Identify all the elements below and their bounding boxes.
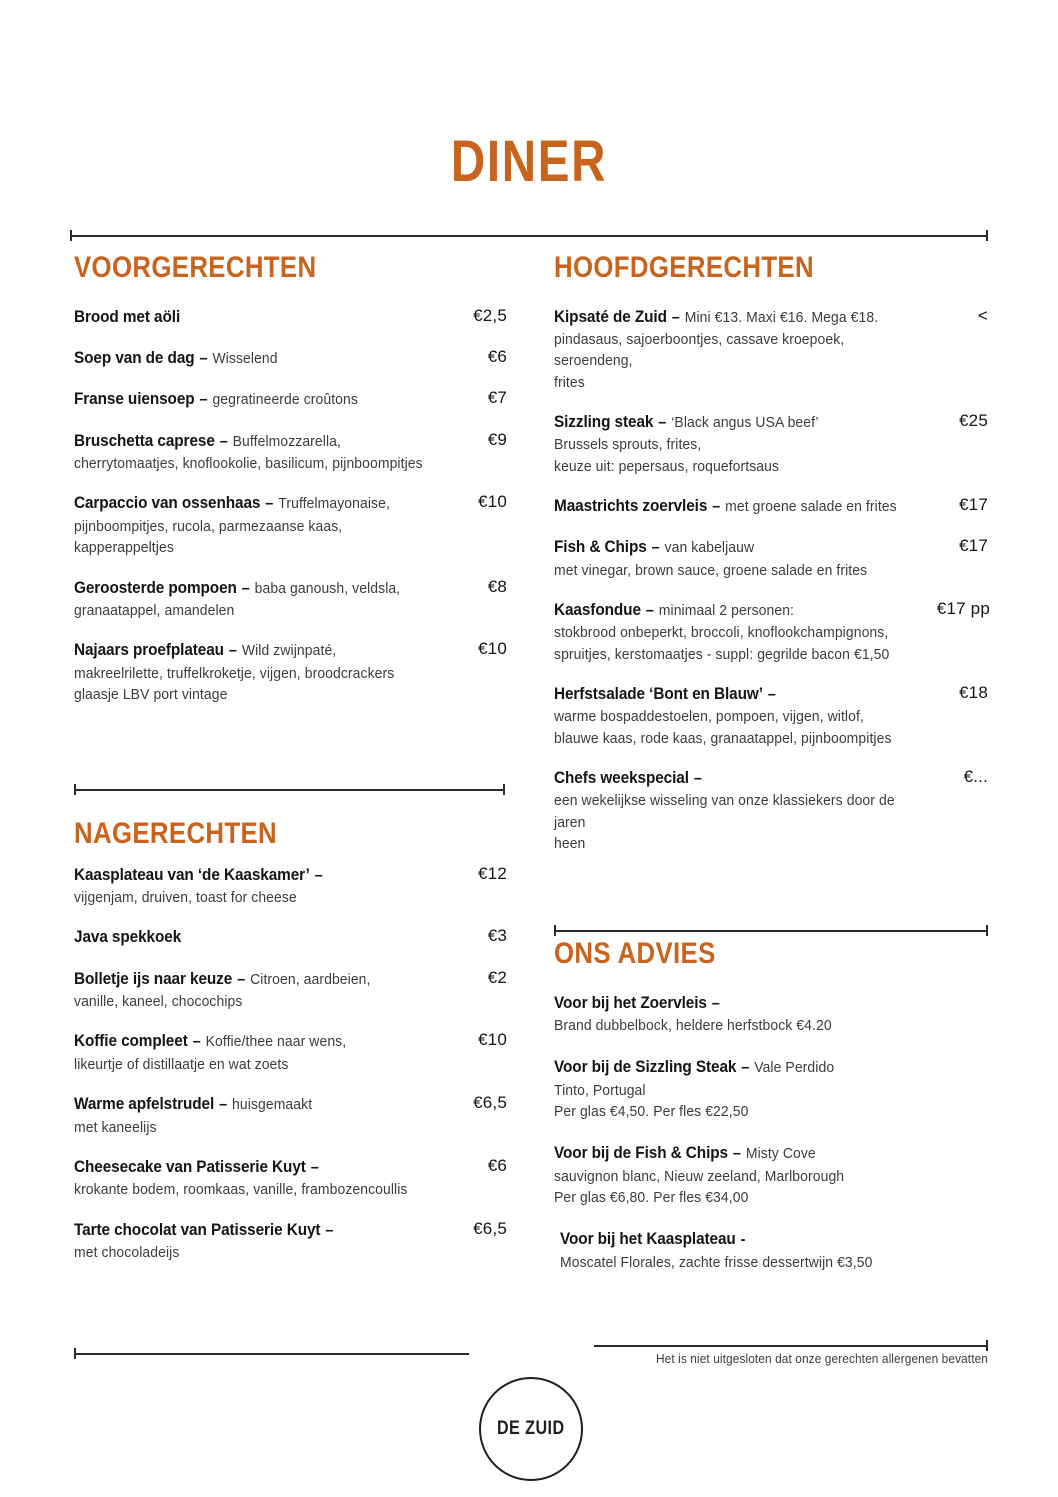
menu-item [554,536,988,581]
menu-item-subtext: blauwe kaas, rode kaas, granaatappel, pijnboompitjes [554,729,892,747]
menu-item-name: Carpaccio van ossenhaas [74,494,261,513]
menu-item-price: €6,5 [473,1218,507,1238]
menu-item-subtext: Brussels sprouts, frites, [554,436,702,454]
menu-item-subtext: heen [554,835,586,853]
menu-item-price: €7 [487,388,507,408]
column-left-desserts [74,818,507,1263]
menu-item-headline [74,1156,429,1179]
menu-item [74,968,507,1013]
menu-item-subtext: pijnboompitjes, rucola, parmezaanse kaas, kapperappeltjes [74,517,343,557]
menu-item-name: Sizzling steak [554,412,654,431]
menu-item-name: Voor bij de Sizzling Steak [554,1058,737,1077]
menu-item-dash: – [224,642,241,660]
menu-item-subtext: Per glas €6,80. Per fles €34,00 [554,1188,749,1206]
menu-item-description: met groene salade en frites [725,497,897,515]
menu-item [74,1219,507,1264]
mains-list [554,306,988,855]
menu-item-price: €10 [478,639,507,659]
menu-item-headline [74,968,429,991]
menu-item-price: < [977,305,988,325]
page-title: DINER [450,129,608,194]
menu-item-dash: – [310,866,323,884]
menu-item-headline [74,492,429,515]
menu-item [74,306,507,329]
menu-item-price: €6 [487,346,507,366]
menu-item [554,599,988,665]
menu-item-name: Kaasfondue [554,600,641,619]
divider-bar [594,1345,988,1347]
menu-item-price: €17 [959,494,988,514]
menu-item-subtext: met vinegar, brown sauce, groene salade en frites [554,561,868,579]
menu-item-headline [554,536,910,559]
menu-item-dash: – [195,391,212,409]
menu-item [74,430,507,475]
menu-item [554,411,988,477]
menu-item-dash: – [689,770,702,787]
menu-item-price: €6,5 [473,1093,507,1113]
menu-item-description: minimaal 2 personen: [658,601,795,619]
menu-item-subtext: stokbrood onbeperkt, broccoli, knoflookchampignons, [554,624,889,642]
menu-item [554,683,988,749]
divider-bar [74,789,505,791]
menu-item-dash: – [195,349,212,367]
menu-item-price: €10 [478,1030,507,1050]
menu-item-name: Fish & Chips [554,538,647,557]
menu-item-name: Bolletje ijs naar keuze [74,969,233,988]
menu-item-headline [74,1219,429,1242]
advice-list [554,992,988,1273]
menu-item-name: Najaars proefplateau [74,641,224,660]
menu-item-headline [74,347,429,370]
menu-item-headline [554,992,988,1015]
menu-item-dash: – [233,970,250,988]
divider-footer-right [594,1340,988,1351]
menu-item-headline [74,577,429,600]
menu-item-description: Citroen, aardbeien, [250,970,371,988]
menu-item-description: Koffie/thee naar wens, [205,1033,347,1051]
menu-item [74,492,507,558]
menu-item-price: €17 [959,536,988,556]
menu-item-headline [554,683,910,706]
menu-item-subtext: met kaneelijs [74,1118,157,1136]
menu-item-dash: - [736,1231,746,1249]
menu-item-subtext: Per glas €4,50. Per fles €22,50 [554,1102,749,1120]
menu-item-subtext: granaatappel, amandelen [74,601,235,619]
menu-item-dash: – [237,579,254,597]
menu-item-price: €2,5 [473,305,507,325]
menu-item [74,1093,507,1138]
menu-item-subtext: keuze uit: pepersaus, roquefortsaus [554,457,780,475]
menu-item-name: Voor bij het Kaasplateau [560,1230,736,1249]
menu-item-description: Truffelmayonaise, [278,495,390,513]
menu-item-headline [554,599,910,622]
menu-item [554,495,988,518]
advice-item [554,1142,988,1208]
menu-item-description: Misty Cove [745,1145,816,1163]
menu-item-description: huisgemaakt [232,1096,313,1114]
menu-item-subtext: frites [554,373,585,391]
desserts-list [74,864,507,1264]
menu-item-name: Warme apfelstrudel [74,1095,215,1114]
section-heading-desserts: NAGERECHTEN [74,817,278,850]
menu-item-dash: – [261,495,278,513]
menu-item-headline [74,388,429,411]
divider-bar [70,235,988,237]
menu-item-headline [554,495,910,518]
menu-item-name: Voor bij de Fish & Chips [554,1144,728,1163]
menu-item [74,388,507,411]
logo-text: DE ZUID [497,1418,565,1439]
menu-item-name: Bruschetta caprese [74,431,215,450]
menu-item-price: €8 [487,576,507,596]
menu-item-subtext: makreelrilette, truffelkroketje, vijgen, broodcrackers [74,664,395,682]
divider-right-middle [554,925,988,936]
menu-item-name: Soep van de dag [74,348,195,367]
menu-item-price: €17 pp [936,598,990,618]
menu-item-description: Buffelmozzarella, [232,432,341,450]
menu-item-price: €... [963,767,988,786]
menu-item-headline [560,1228,988,1251]
menu-item-name: Franse uiensoep [74,390,195,409]
divider-tick-right [986,1340,988,1351]
menu-item-headline [554,306,910,329]
menu-item [74,347,507,370]
menu-item-name: Maastrichts zoervleis [554,496,708,515]
menu-item-name: Kaasplateau van ‘de Kaaskamer’ [74,865,310,884]
divider-tick-right [503,784,505,795]
menu-item [74,1156,507,1201]
advice-item [554,1056,988,1122]
starters-list [74,306,507,706]
menu-item-headline [74,639,429,662]
menu-item-name: Brood met aöli [74,307,181,326]
menu-item-description: Mini €13. Maxi €16. Mega €18. [684,308,879,326]
menu-item-price: €10 [478,492,507,512]
menu-item-dash: – [708,497,725,515]
menu-item-headline [554,1142,988,1165]
menu-item [74,639,507,705]
allergen-note: Het is niet uitgesloten dat onze gerechten allergenen bevatten [655,1352,988,1366]
menu-item-description: baba ganoush, veldsla, [254,579,401,597]
menu-item-subtext: Brand dubbelbock, heldere herfstbock €4.20 [554,1016,832,1034]
menu-item-subtext: krokante bodem, roomkaas, vanille, frambozencoullis [74,1181,408,1199]
menu-item-name: Tarte chocolat van Patisserie Kuyt [74,1220,321,1239]
menu-item [74,864,507,909]
menu-item-subtext: vijgenjam, druiven, toast for cheese [74,888,297,906]
menu-item-price: €2 [487,967,507,987]
divider-top [70,230,988,241]
menu-item-price: €3 [487,926,507,946]
menu-item-subtext: spruitjes, kerstomaatjes - suppl: gegrilde bacon €1,50 [554,645,890,663]
menu-item-headline [554,1056,988,1079]
section-heading-starters: VOORGERECHTEN [74,251,317,284]
divider-left-middle [74,784,505,795]
menu-item-headline [74,430,429,453]
menu-item-headline [74,1093,429,1116]
menu-item-subtext: warme bospaddestoelen, pompoen, vijgen, witlof, [554,708,864,726]
section-heading-advice: ONS ADVIES [554,937,716,970]
menu-item-subtext: Tinto, Portugal [554,1081,646,1099]
advice-item [554,992,988,1037]
menu-item [74,1030,507,1075]
menu-item-subtext: Moscatel Florales, zachte frisse dessertwijn €3,50 [560,1253,873,1271]
menu-item-subtext: pindasaus, sajoerboontjes, cassave kroepoek, seroendeng, [554,330,845,370]
column-right-advice [554,938,988,1273]
menu-item-subtext: met chocoladeijs [74,1243,180,1261]
column-left [74,252,507,705]
menu-item-headline [74,864,429,887]
menu-item-price: €25 [959,410,988,430]
menu-item-dash: – [215,432,232,450]
menu-item [74,577,507,622]
menu-item-name: Geroosterde pompoen [74,578,237,597]
menu-item-subtext: glaasje LBV port vintage [74,685,228,703]
menu-item-name: Voor bij het Zoervleis [554,993,707,1012]
menu-item-subtext: een wekelijkse wisseling van onze klassiekers door de jaren [554,792,895,831]
logo-badge [479,1377,583,1481]
menu-item-price: €6 [487,1155,507,1175]
menu-item-dash: – [667,308,684,326]
menu-item [554,767,988,854]
menu-item-subtext: sauvignon blanc, Nieuw zeeland, Marlborough [554,1167,845,1185]
column-right [554,252,988,854]
menu-item-headline [74,926,429,949]
menu-item-headline [554,411,910,434]
divider-footer-left [74,1348,469,1359]
divider-tick-right [986,925,988,936]
menu-item-headline [554,767,910,790]
menu-item-dash: – [737,1059,754,1077]
menu-item-dash: – [321,1221,334,1239]
menu-item-dash: – [654,413,671,431]
menu-item-price: €18 [959,682,988,702]
menu-item-name: Koffie compleet [74,1032,188,1051]
divider-bar [554,930,988,932]
menu-item-dash: – [707,994,720,1012]
menu-item-name: Cheesecake van Patisserie Kuyt [74,1157,306,1176]
menu-item-subtext: cherrytomaatjes, knoflookolie, basilicum, pijnboompitjes [74,455,423,473]
menu-item-price: €12 [478,863,507,883]
menu-item-name: Herfstsalade ‘Bont en Blauw’ [554,684,763,703]
menu-item-dash: – [306,1158,319,1176]
menu-item-name: Java spekkoek [74,928,182,947]
menu-item-headline [74,306,429,329]
menu-item-description: Wild zwijnpaté, [241,642,337,660]
menu-item-dash: – [647,539,664,557]
menu-item-headline [74,1030,429,1053]
menu-item-description: Vale Perdido [754,1059,835,1077]
menu-item-name: Chefs weekspecial [554,769,689,787]
menu-item [74,926,507,949]
menu-item-dash: – [763,685,776,703]
section-heading-mains: HOOFDGERECHTEN [554,251,814,284]
divider-tick-right [986,230,988,241]
divider-bar [74,1353,469,1355]
menu-item-dash: – [215,1096,232,1114]
menu-item-dash: – [188,1033,205,1051]
menu-item-dash: – [728,1145,745,1163]
menu-item-dash: – [641,601,658,619]
menu-item-price: €9 [487,429,507,449]
menu-item [554,306,988,393]
menu-item-description: ‘Black angus USA beef’ [671,413,819,431]
menu-item-description: van kabeljauw [664,539,755,557]
menu-item-subtext: likeurtje of distillaatje en wat zoets [74,1055,289,1073]
menu-item-description: gegratineerde croûtons [212,391,358,409]
menu-item-subtext: vanille, kaneel, chocochips [74,993,243,1011]
menu-item-description: Wisselend [212,349,278,367]
advice-item [554,1228,988,1273]
menu-item-name: Kipsaté de Zuid [554,307,667,326]
